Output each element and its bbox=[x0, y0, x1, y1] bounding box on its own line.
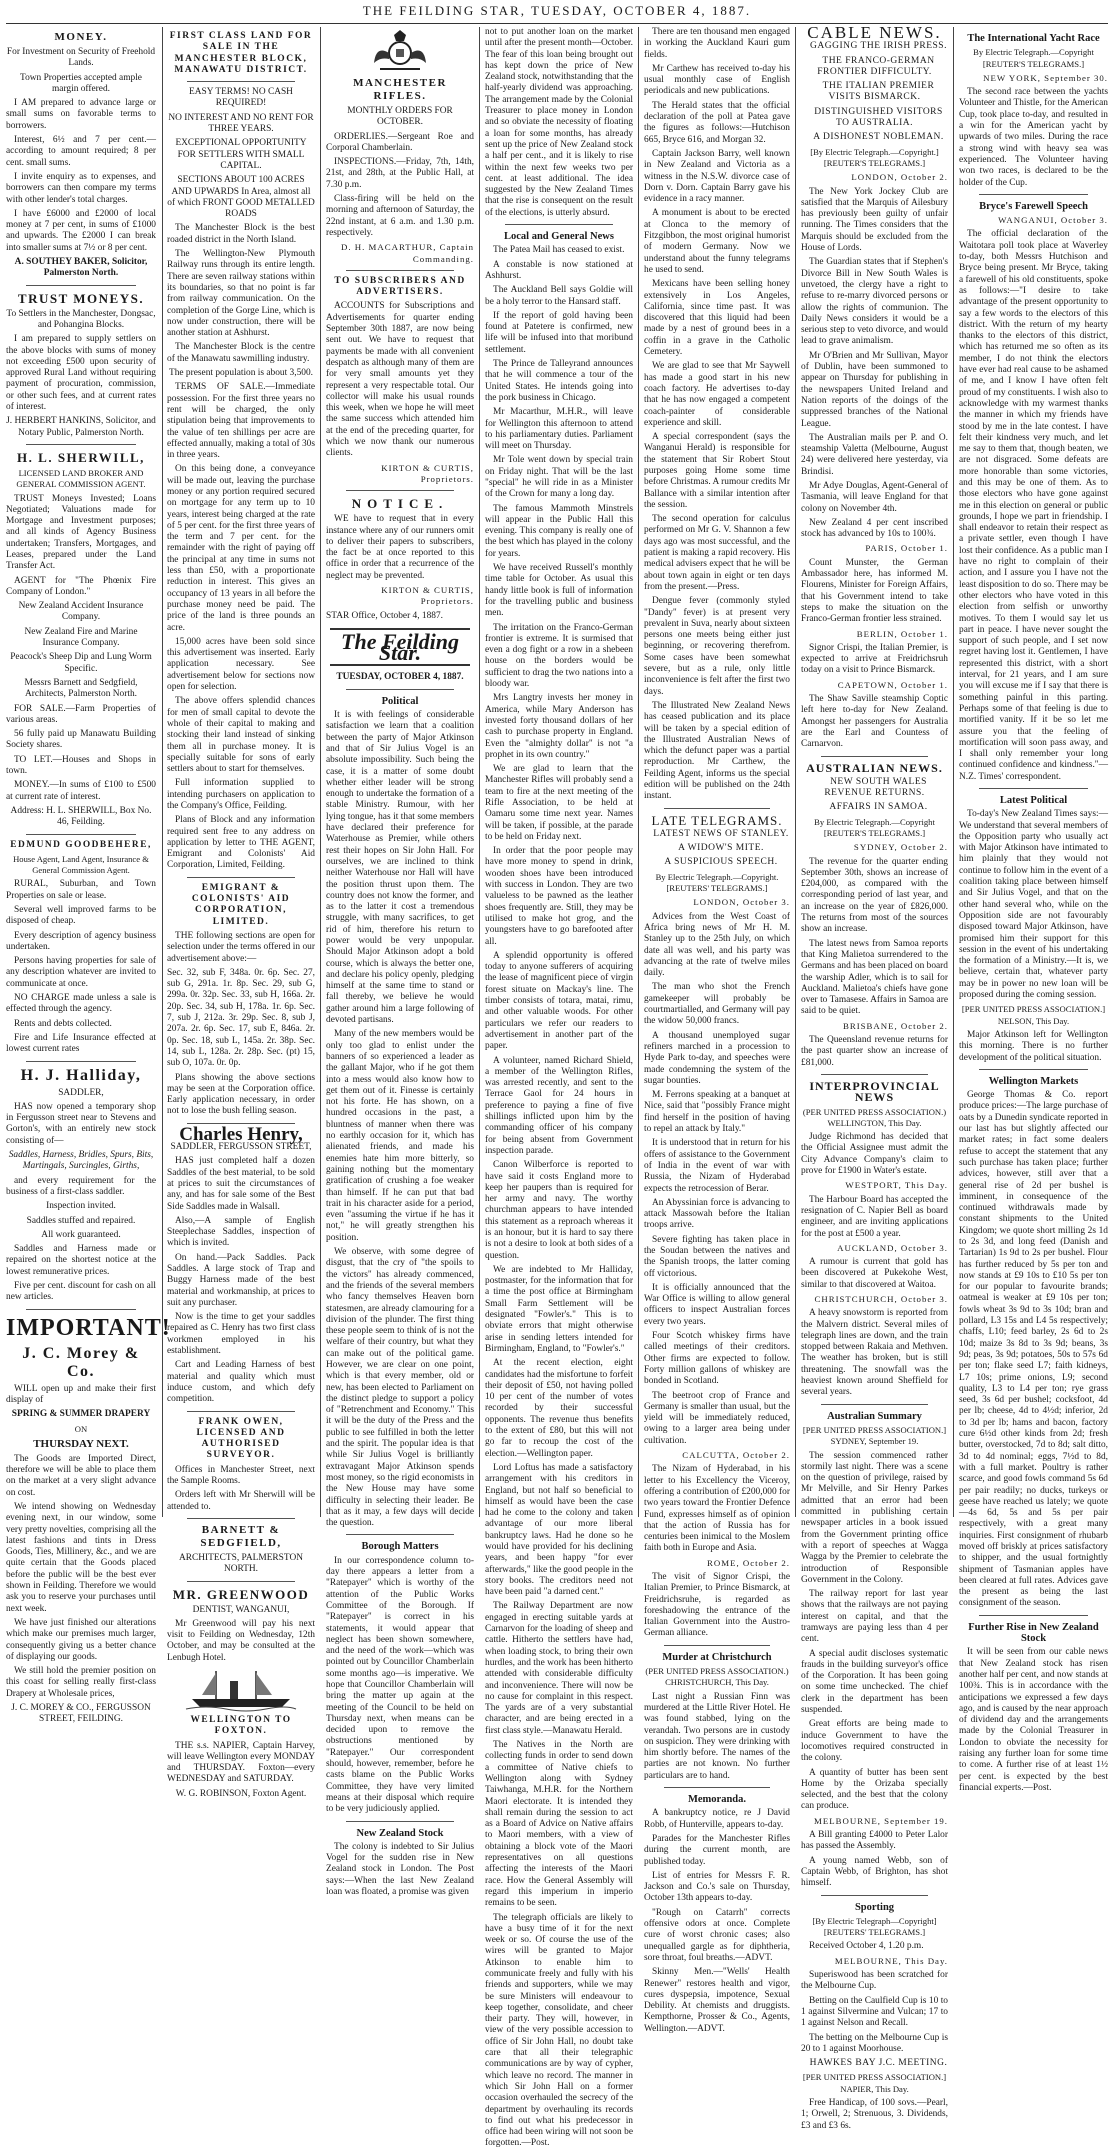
ad-heading-greenwood: MR. GREENWOOD bbox=[172, 1586, 310, 1602]
article-byline: [By Electric Telegraph—Copyright] [REUTERS' TELEGRAMS.] bbox=[812, 1915, 937, 1938]
news-item: A special correspondent (says the Wanganui Herald) is responsible for the statement that Sir Robert Stout purposes going Home some time before Christmas. A rumour credits Mr Ballance with a similar intention after the session. bbox=[644, 432, 790, 510]
news-item: A Bill granting £4000 to Peter Lalor has passed the Assembly. bbox=[801, 1830, 948, 1852]
article-text: George Thomas & Co. report produce prices:—The large purchase of oats by a Dunedin syndicate reported in our last has but slightly affected our market rates; in fact some dealers refuse to accept the statement that any such purchase has taken place; further advices, however, still aver that a general rise of 2d per bushel is imminent, in consequence of the continued withdrawals made by constant shipments to the United Kingdom; we quote short milling 2s 1d to 2s 3d, and long feed (Danish and Tartarian) 1s 9d to 2s per bushel. Flour has further reduced by 5s per ton and now stands at £9 10s to £10 5s per ton for our popular to favourite brands; oatmeal is weaker at £9 10s per ton; fowls wheat 3s 9d to 3s 10d; bran and pollard, L3 15s and L4 5s respectively; chaffs, L10; feed barley, 2s 6d to 2s 10d; maize 3s 8d to 3s 9d; beans, 3s 9d; peas, 3s 9d; potatoes, 50s to 57s 6d per ton; flake seed L7; faith kidneys, L7 10s; prime onions, L9; second quality, L3 to L4 per ton; rye grass seed, 3s 6d per bushel; cocksfoot, 4d per lb; cheese, 4d to 4½d; inferior, 2d to 3d per lb; hams and bacon, factory cure 6½d other kinds from 2d; fresh butter, overstocked, 7d to 8d; salt ditto, 3d to 4d nominal; eggs, 7½d to 8d, with a full market. Poultry is rather scarce, and good fowls command 5s 6d per pair readily; no ducks, turkeys or geese have reached us lately; we quote—4s 6d, 5s and 5s per pair respectively, with a great many inquiries. First consignment of rhubarb moved off briskly at prices satisfactory to shipper, and the usual fortnightly shipment of Tasmanian apples have been cleared at full rates. Advices gave the present as being the last consignment of the season. bbox=[959, 1090, 1108, 1609]
divider bbox=[26, 285, 136, 286]
ad-text: On this being done, a conveyance will be made out, leaving the purchase money or any portion required secured on mortgage for any term up to 10 years, interest being charged at the rate of 5 per cent. for the first three years of the term and 7 per cent. for the remainder with the right of paying off the principal at any time in sums not less than £50, with a proportionate reduction in interest. This gives an occupancy of 13 years in all before the purchase money need be paid. The price of the land is three pounds an acre. bbox=[167, 464, 315, 633]
ad-text: NO CHARGE made unless a sale is effected through the agency. bbox=[6, 993, 156, 1015]
ad-subheading: LICENSED LAND BROKER AND GENERAL COMMISSION AGENT. bbox=[16, 467, 146, 490]
divider bbox=[979, 788, 1088, 789]
ad-text: Saddles and Harness made or repaired on the shortest notice at the lowest remunerative prices. bbox=[6, 1244, 156, 1277]
divider bbox=[979, 1069, 1088, 1070]
article-text: Many of the new members would be only too glad to enlist under the banners of so experienced a leader as the gallant Major, who if he got them into a mess would also know how to get them out of it. Finesse is certainly not his forte. He has shown, on a hundred occasions in the past, a bluntness of manner when there was no earthly occasion for it, which has alienated friends, and made his enemies hate him more bitterly, so gaining nothing but the momentary gratification of crushing a foe weaker than himself. If he can put that bad trait in his character aside for a period, even "assuming the virtue if he has it not," he will greatly strengthen his position. bbox=[326, 1029, 474, 1243]
news-item: The famous Mammoth Minstrels will appear in the Public Hall this evening. This company is really one of the best which has played in the colony for years. bbox=[485, 503, 633, 559]
news-item: Judge Richmond has decided that the Official Assignee must admit the City Advance Company's claim to prove for £1900 in Water's estate. bbox=[801, 1132, 948, 1177]
ad-text: Every description of agency business undertaken. bbox=[6, 930, 156, 952]
ad-signature: A. SOUTHEY BAKER, Solicitor, Palmerston North. bbox=[14, 257, 148, 279]
article-text: The official declaration of the Waitotara poll took place at Waverley to-day, both Messrs Hutchison and Bryce being present. Mr Bryce, taking a farewell of his old constituents, spoke as follows:—"I desire to take advantage of the present opportunity to say a few words to the electors of this district. With the return of my hearty thanks to the electors of this district, which has returned me so often as its member, I do not think the electors have ever had real cause to be ashamed of me, and I know I have often felt proud of my constituents. I wish also to acknowledge with my warmest thanks the manner in which my friends have stood by me in the late contest. I have felt their kindness very much, and let me say to them that, though beaten, we are not disgraced. Some defeats are more honorable than some victories, and this may be one of them. As to those electors who have gone against me in this election on general or public grounds, I hope we part in friendship. I shall endeavor to retain their respect as a private settler, even though I have lost their confidence. As a public man I have no right to complain of their action, and I assure you I have not the least disposition to do so. There may be other electors who have voted in this election from selfish or unworthy motives. To them I would say let us part in peace. I have never sought the support of such people, and I set now regret having lost it. Gentlemen, I have represented this district, with a short interval, for 21 years, and I am sure you will excuse me if I say that there is something painful in this parting. Perhaps some of that feeling is due to mortified vanity. If it be so let me assure you that the feeling of mortification will soon pass away, and I shall only remember your long continued confidence and kindness."—N.Z. Times' correspondent. bbox=[959, 229, 1108, 782]
ad-text: Orders left with Mr Sherwill will be attended to. bbox=[167, 1490, 315, 1512]
column-rule bbox=[795, 27, 796, 1517]
article-subheading: THE ITALIAN PREMIER VISITS BISMARCK. bbox=[822, 81, 935, 103]
divider bbox=[821, 756, 928, 757]
ad-signature: KIRTON & CURTIS, Proprietors. bbox=[381, 584, 474, 607]
news-item: Dengue fever (commonly styled "Dandy" fever) is at present very prevalent in Suva, nearly about sixteen persons one meets being either just beginning, or recovering therefrom. Some cases have been somewhat severe, but as a rule, only little inconvenience is felt after the first two days. bbox=[644, 596, 790, 697]
ad-text: Inspection invited. bbox=[46, 1201, 116, 1212]
article-dateline: CHRISTCHURCH, October 3. bbox=[814, 1293, 948, 1304]
news-item: A splendid opportunity is offered today to anyone sufferers of acquiring the lease of magnificent piece of virgin forest situate on Mackay's line. The timber consists of totara, matai, rimu, and other valuable woods. For other particulars we refer our readers to advertisement in another part of the paper. bbox=[485, 950, 633, 1052]
ad-text: 15,000 acres have been sold since this advertisement was inserted. Early application necessary. See advertisement below for sections now open for selection. bbox=[167, 636, 315, 693]
ad-heading-barnett: BARNETT & SEDGFIELD, bbox=[200, 1523, 282, 1549]
ad-text: The Goods are Imported Direct, therefore we will be able to place them on the market at a very slight advance on cost. bbox=[6, 1453, 156, 1498]
ad-heading-notice: NOTICE. bbox=[351, 496, 449, 512]
news-item: The Natives in the North are collecting funds in order to send down a committee of Native chiefs to Wellington along with Sydney Taiwhanga, M.H.R. for the Northern Maori electorate. It is intended they shall remain during the session to act as a Board of Advice on Native affairs to Maori members, with a view of obtaining a block vote of the Maori representatives on all questions affecting the interests of the Maori race. How the General Assembly will regard this imperium in imperio remains to be seen. bbox=[485, 1740, 633, 1909]
news-item: The beetroot crop of France and Germany is smaller than usual, but the yield will be immediately reduced, owing to a larger area being under cultivation. bbox=[644, 1390, 790, 1446]
ad-subheading: For Investment on Security of Freehold Lands. bbox=[6, 47, 156, 69]
news-item: The Queensland revenue returns for the past quarter show an increase of £81,000. bbox=[801, 1035, 948, 1068]
divider bbox=[187, 877, 295, 878]
news-item: A special audit discloses systematic frauds in the building surveyor's office of the Corporation. It has been going on some time unchecked. The chief clerk in the department has been suspended. bbox=[801, 1648, 948, 1716]
ad-subheading: ARCHITECTS, PALMERSTON NORTH. bbox=[179, 1552, 303, 1575]
column-rule bbox=[320, 27, 321, 1517]
divider bbox=[979, 1615, 1088, 1616]
divider bbox=[821, 1895, 928, 1896]
ad-heading-morey: J. C. Morey & Co. bbox=[22, 1344, 140, 1380]
article-text: The colony is indebted to Sir Julius Vogel for the sudden rise in New Zealand stock in London. The Post says:—When the last New Zealand loan was floated, a promise was given bbox=[326, 1841, 474, 1898]
ad-text: THE s.s. NAPIER, Captain Harvey, will leave Wellington every MONDAY and THURSDAY. Foxton—every WEDNESDAY and SATURDAY. bbox=[167, 1740, 315, 1785]
ad-heading-owen: FRANK OWEN, LICENSED AND AUTHORISED SURVEYOR. bbox=[196, 1416, 286, 1461]
article-heading-latest-political: Latest Political bbox=[999, 795, 1068, 806]
divider bbox=[346, 689, 454, 690]
ad-text: Fire and Life Insurance effected at lowest current rates bbox=[6, 1032, 156, 1055]
news-item: A monument is about to be erected at Clonca to the memory of Fitzgibbon, the most original humorist of modern Germany. Now we understand about the funny telegrams he used to send. bbox=[644, 208, 790, 275]
news-item: Betting on the Caulfield Cup is 10 to 1 against Silvermine and Vulcan; 17 to 1 against Nelson and Recall. bbox=[801, 1995, 948, 2029]
article-heading-stock: New Zealand Stock bbox=[356, 1827, 444, 1839]
news-item: Mr Carthew has received to-day his usual monthly case of English periodicals and new publications. bbox=[644, 63, 790, 97]
article-dateline: CAPETOWN, October 1. bbox=[837, 679, 948, 690]
article-heading-borough: Borough Matters bbox=[361, 1541, 439, 1553]
ad-list: Sec. 32, sub F, 348a. 0r. 6p. Sec. 27, sub G, 291a. 1r. 8p. Sec. 29, sub G, 299a. 0r. 32p. Sec. 33, sub H, 166a. 2r. 20p. Sec. 34, sub H, 178a. 1r. 6p. Sec. 7, sub J, 212a. 3r. 29p. Sec. 8, sub J, 207a. 2r. 6p. Sec. 17, sub E, 846a. 2r. 0p. Sec. 18, sub L, 145a. 2r. 38p. Sec. 14, sub L, 128a. 2r. 28p. Sec. (pt) 15, sub O, 107a. 0r. 0p. bbox=[167, 967, 315, 1069]
news-item: The betting on the Melbourne Cup is 20 to 1 against Moorhouse. bbox=[801, 2032, 948, 2054]
news-item: It is understood that in return for his offers of assistance to the Government of India in the event of war with Russia, the Nizam of Hyderabad expects the retrocession of Berar. bbox=[644, 1138, 790, 1194]
news-item: The session commenced rather stormily last night. There was a scene on the question of privilege, raised by Mr Melville, and Sir Henry Parkes admitted that an error had been committed in publishing certain newspaper articles in a book issued from the Government printing office with a report of speeches at Wagga Wagga by the Premier to celebrate the introduction of Responsible Government in the Colony. bbox=[801, 1450, 948, 1585]
ad-text: Class-firing will be held on the morning and afternoon of Saturday, the 22nd instant, at 6 a.m. and 1.30 p.m. respectively. bbox=[326, 194, 474, 238]
article-dateline: WANGANUI, October 3. bbox=[998, 215, 1108, 226]
divider bbox=[187, 1411, 295, 1412]
news-item: Signor Crispi, the Italian Premier, is expected to arrive at Freidrichsruh today on a visit to Prince Bismarck. bbox=[801, 642, 948, 676]
news-item: The Auckland Bell says Goldie will be a holy terror to the Hansard staff. bbox=[485, 285, 633, 307]
news-item: A constable is now stationed at Ashhurst. bbox=[485, 259, 633, 281]
article-heading-yacht-race: The International Yacht Race bbox=[967, 33, 1100, 44]
ad-text: The present population is about 3,500. bbox=[169, 368, 313, 379]
news-item: Parades for the Manchester Rifles during the current month, are published today. bbox=[644, 1833, 790, 1867]
article-dateline: AUCKLAND, October 3. bbox=[837, 1242, 948, 1253]
royal-crest-icon bbox=[370, 29, 430, 73]
divider bbox=[664, 1645, 770, 1646]
article-dateline: SYDNEY, October 2. bbox=[853, 842, 948, 853]
ad-text: Several well improved farms to be disposed of cheap. bbox=[6, 905, 156, 927]
news-item: Received October 4, 1.20 p.m. bbox=[809, 1941, 924, 1952]
ad-heading-sherwill: H. L. SHERWILL, bbox=[17, 449, 145, 465]
news-item: In order that the poor people may have more money to spend in drink, wooden shoes have been introduced with success in London. They are two valueless to be pawned as the leather shoes frequently are. Still, they may be utilised to make hot grog, and the youngsters have to go barefooted after all. bbox=[485, 846, 633, 947]
news-item: Mexicans have been selling honey extensively in Los Angeles, California, since time past. It was discovered that this liquid had been made by a nest of ground bees in a coffin in a grave in the Catholic Cemetery. bbox=[644, 279, 790, 358]
news-item: A bankruptcy notice, re J David Robb, of Hunterville, appears to-day. bbox=[644, 1808, 790, 1830]
article-dateline: LONDON, October 2. bbox=[851, 172, 948, 183]
ad-text: All work guaranteed. bbox=[41, 1229, 121, 1240]
ad-subheading: To Settlers in the Manchester, Dongsac, and Pohangina Blocks. bbox=[6, 308, 156, 330]
ad-text: ORDERLIES.—Sergeant Roe and Corporal Chamberlain. bbox=[326, 131, 474, 153]
article-dateline: BRISBANE, October 2. bbox=[842, 1020, 948, 1031]
article-heading-cable-news: CABLE NEWS. bbox=[807, 23, 942, 42]
news-item: Severe fighting has taken place in the Soudan between the natives and the Spanish troops, the latter coming off victorious. bbox=[644, 1234, 790, 1279]
ad-text: SPRING & SUMMER DRAPERY bbox=[11, 1409, 151, 1420]
column-1 bbox=[6, 27, 171, 1725]
article-dateline: CALCUTTA, October 2. bbox=[682, 1450, 790, 1461]
news-item: The Herald states that the official declaration of the poll at Patea gave the figures as follows:—Hutchison 665, Bryce 616, and Morgan 32. bbox=[644, 100, 790, 145]
news-item: The Shaw Saville steamship Coptic left here to-day for New Zealand. Amongst her passengers for Australia are the Earl and Countess of Carnarvon. bbox=[801, 694, 948, 750]
ad-list: Saddles, Harness, Bridles, Spurs, Bits, Martingals, Surcingles, Girths, bbox=[8, 1150, 154, 1172]
ad-text: THE following sections are open for selection under the terms offered in our advertisement above:— bbox=[167, 930, 315, 964]
ad-heading-money: MONEY. bbox=[54, 31, 108, 43]
article-heading-australian-summary: Australian Summary bbox=[827, 1410, 922, 1422]
news-item: The latest news from Samoa reports that King Malietoa surrendered to the Germans and has been placed on board the warship Adler, which is to sail for Auckland. Malietoa's chiefs have gone over to Tamasese. Affairs in Samoa are said to be quiet. bbox=[801, 938, 948, 1017]
article-subheading: A DISHONEST NOBLEMAN. bbox=[813, 132, 944, 143]
news-item: A volunteer, named Richard Shield, a member of the Wellington Rifles, was arrested recently, and sent to the Terrace Gaol for 24 hours in preference to paying a fine of five shillings inflicted upon him by the commanding officer of his company for being absent from Government inspection parade. bbox=[485, 1055, 633, 1156]
ad-heading-henry: Charles Henry, bbox=[179, 1123, 303, 1145]
article-text: The second race between the yachts Volunteer and Thistle, for the American Cup, took place to-day, and resulted in a win for the American yacht by upwards of two miles. During the race a strong wind with heavy sea was experienced. The Volunteer having won two races, is declared to be the holder of the Cup. bbox=[959, 87, 1108, 188]
article-text: To-day's New Zealand Times says:—We understand that several members of the Opposition party who usually act with Major Atkinson have intimated to him plainly that they would not continue to follow him in the event of a coalition taking place between himself and Sir Julius Vogel, and that on the other hand several who, while on the Opposition side are not favourably disposed toward Major Atkinson, have promised him their support for this session in the event of his undertaking the formation of a Ministry.—It is, we believe, certain that, whatever party may be in power no new loan will be proposed during the coming session. bbox=[959, 809, 1108, 1001]
article-byline: [PER UNITED PRESS ASSOCIATION.] SYDNEY, September 19. bbox=[802, 1424, 947, 1447]
ad-heading-trust: TRUST MONEYS. bbox=[17, 290, 145, 306]
news-item: Great efforts are being made to induce Government to have the locomotives required constructed in the colony. bbox=[801, 1719, 948, 1764]
ad-heading-important: IMPORTANT! bbox=[6, 1314, 171, 1341]
ad-text: RURAL, Suburban, and Town Properties on sale or lease. bbox=[6, 879, 156, 901]
ad-heading-subscribers: TO SUBSCRIBERS AND ADVERTISERS. bbox=[334, 275, 466, 298]
column-4 bbox=[485, 27, 633, 2149]
article-byline: (PER UNITED PRESS ASSOCIATION.) CHRISTCHURCH, This Day. bbox=[645, 1666, 789, 1688]
article-byline: By Electric Telegraph.—Copyright [REUTER'S TELEGRAMS.] bbox=[973, 47, 1094, 69]
article-byline: [By Electric Telegraph.—Copyright.] [REUTER'S TELEGRAMS.] bbox=[810, 146, 939, 168]
column-6 bbox=[801, 23, 948, 2131]
ad-signature: W. G. ROBINSON, Foxton Agent. bbox=[175, 1788, 307, 1799]
article-text: In our correspondence column to-day there appears a letter from a "Ratepayer" which is worthy of the attention of the Public Works Committee of the Borough. If "Ratepayer" is correct in his statements, it would appear that neglect has been shown somewhere, and the need of the work—which was pointed out by Councillor Chamberlain some months ago—is imperative. We hope that Councillor Chamberlain will bring the matter up again at the meeting of the Council to be held on Thursday next, when means can be decided upon to remove the obstructions mentioned by "Ratepayer." Our correspondent should, however, remember, before he casts blame on the Public Works Committee, they have very limited means at their disposal which require to be very judiciously applied. bbox=[326, 1555, 474, 1815]
news-item: Mr Adye Douglas, Agent-General of Tasmania, will leave England for that colony on November 4th. bbox=[801, 480, 948, 514]
article-text: Major Atkinson left for Wellington this morning. There is no further development of the political situation. bbox=[959, 1029, 1108, 1063]
ad-subheading: SADDLER, bbox=[58, 1087, 104, 1098]
news-item: Canon Wilberforce is reported to have said it costs England more to keep her paupers than is required for her army and navy. The worthy churchman appears to have intended this statement as a reproach whereas it is an honour, but it is hard to say there is not a desire to look at both sides of a question. bbox=[485, 1160, 633, 1261]
ad-text: Now is the time to get your saddles repaired as C. Henry has two first class workmen employed in his establishment. bbox=[167, 1312, 315, 1357]
article-heading-political: Political bbox=[381, 695, 419, 707]
news-item: A young named Webb, son of Captain Webb, of Brighton, has shot himself. bbox=[801, 1855, 948, 1889]
ad-subheading: MONTHLY ORDERS FOR OCTOBER. bbox=[347, 106, 453, 128]
news-item: The Nizam of Hyderabad, in his letter to his Excellency the Viceroy, offering a contribution of £200,000 for two years toward the Frontier Defence Fund, expresses himself as of opinion that the action of Russia has for centuries been inimical to the Moslem faith both in Europe and Asia. bbox=[644, 1464, 790, 1554]
ad-text: Saddles stuffed and repaired. bbox=[26, 1215, 136, 1226]
article-heading-sporting: Sporting bbox=[854, 1901, 895, 1913]
ad-text: ACCOUNTS for Subscriptions and Advertisements for quarter ending September 30th 1887, are now being sent out. We have to request that payments be made with all convenient despatch as although many of them are for very small amounts yet they represent a very respectable total. Our collector will make his usual rounds this week, when we hope he will meet the same success which attended him at the end of the preceding quarter, for which we now thank our numerous clients. bbox=[326, 301, 474, 459]
ad-text: Offices in Manchester Street, next the Sample Rooms. bbox=[167, 1464, 315, 1487]
ad-text: Peacock's Sheep Dip and Lung Worm Specific. bbox=[10, 652, 152, 674]
ad-text: TRUST Moneys Invested; Loans Negotiated; Valuations made for Mortgage and Investment purposes; and all kinds of Agency Business undertaken; Transfers, Mortgages, and Leases, prepared under the Land Transfer Act. bbox=[6, 493, 156, 572]
ad-text: New Zealand Accident Insurance Company. bbox=[18, 601, 144, 623]
news-item: A thousand unemployed sugar refiners marched in a procession to Hyde Park to-day, and speeches were made condemning the system of the sugar bounties. bbox=[644, 1030, 790, 1086]
news-item: The Patea Mail has ceased to exist. bbox=[493, 245, 625, 256]
column-rule bbox=[953, 27, 954, 1517]
issue-date: TUESDAY, OCTOBER 4, 1887. bbox=[336, 672, 464, 683]
article-subheading: LATEST NEWS OF STANLEY. bbox=[653, 828, 789, 839]
divider bbox=[664, 1787, 770, 1788]
divider bbox=[187, 81, 295, 82]
news-item: Mr Macarthur, M.H.R., will leave for Wellington this afternoon to attend to his parliamentary duties. Parliament will meet on Thursday. bbox=[485, 407, 633, 452]
divider bbox=[26, 444, 136, 445]
news-item: The Prince de Talleyrand announces that he will commence a tour of the United States. He intends going into the pork business in Chicago. bbox=[485, 359, 633, 403]
ad-text: I AM prepared to advance large or small sums on favorable terms to borrowers. bbox=[6, 98, 156, 131]
news-item: New Zealand 4 per cent inscribed stock has advanced by 10s to 100¾. bbox=[801, 517, 948, 540]
ad-text: I invite enquiry as to expenses, and borrowers can then compare my terms with other lender's total charges. bbox=[6, 171, 156, 205]
ad-text: TERMS OF SALE.—Immediate possession. For the first three years no rent will be charged, the only stipulation being that improvements to the value of ten shillings per acre are effected annually, making a total of 30s in three years. bbox=[167, 382, 315, 461]
news-item: We are indebted to Mr Halliday, postmaster, for the information that for a time the post office at Birmingham Small Farm Settlement will be designated "Fowler's." This is to obviate errors that might otherwise arise in sending letters intended for Birmingham, England, to "Fowler's." bbox=[485, 1264, 633, 1354]
news-item: Mr Tole went down by special train on Friday night. That will be the last "special" he will ride in as a Minister of the Crown for many a long day. bbox=[485, 455, 633, 500]
divider bbox=[346, 1821, 454, 1822]
ad-text: Full information supplied to intending purchasers on application to the Company's Office, Feilding. bbox=[167, 778, 315, 811]
ad-text: Also,—A sample of English Steeplechase Saddles, inspection of which is invited. bbox=[167, 1215, 315, 1249]
article-heading-local: Local and General News bbox=[504, 231, 614, 243]
divider bbox=[26, 1309, 136, 1310]
article-dateline: PARIS, October 1. bbox=[865, 543, 948, 554]
article-heading-interprovincial: INTERPROVINCIAL NEWS bbox=[809, 1078, 940, 1105]
column-rule bbox=[162, 27, 163, 1517]
ad-text: Messrs Barnett and Sedgfield, Architects, Palmerston North. bbox=[24, 677, 138, 700]
article-dateline: NEW YORK, September 30. bbox=[983, 72, 1108, 83]
article-byline: By Electric Telegraph.—Copyright [REUTER'S TELEGRAMS.] bbox=[814, 816, 935, 838]
article-byline: (PER UNITED PRESS ASSOCIATION.) WELLINGTON, This Day. bbox=[802, 1106, 947, 1128]
ad-text: The above offers splendid chances for men of small capital to devote the whole of their capital to making and stocking their land instead of sinking them all in purchase money. It is specially suitable for sons of early settlers about to start for themselves. bbox=[167, 696, 315, 775]
masthead-rule bbox=[6, 23, 1108, 24]
column-rule bbox=[479, 27, 480, 1517]
news-item: We are glad to learn that the Manchester Rifles will probably send a team to fire at the next meeting of the Rifle Association, to be held at Oamaru some time next year. Names will be taken, if possible, at the parade to be held on Friday next. bbox=[485, 764, 633, 842]
ad-subheading: DENTIST, WANGANUI, bbox=[192, 1604, 290, 1615]
article-heading-stock-rise: Further Rise in New Zealand Stock bbox=[968, 1621, 1099, 1645]
article-dateline: BERLIN, October 1. bbox=[856, 628, 948, 639]
ad-heading-goodbehere: EDMUND GOODBEHERE, bbox=[10, 839, 152, 850]
ad-text: Town Properties accepted ample margin offered. bbox=[20, 72, 142, 94]
ad-text: and every requirement for the business of a first-class saddler. bbox=[6, 1175, 156, 1197]
news-item: We have received Russell's monthly time table for October. As usual this handy little book is full of information for the travelling public and business men. bbox=[485, 563, 633, 619]
ad-text: THURSDAY NEXT. bbox=[33, 1437, 129, 1450]
column-3 bbox=[326, 27, 474, 1898]
ad-text: EXCEPTIONAL OPPORTUNITY FOR SETTLERS WITH SMALL CAPITAL. bbox=[175, 138, 307, 171]
news-item: A heavy snowstorm is reported from the Malvern district. Several miles of telegraph lines are down, and the train stopped between Rakaia and Methven. The weather has broken, but is still threatening. The snowfall was the heaviest known around Sheffield for several years. bbox=[801, 1308, 948, 1398]
ad-text: Plans showing the above sections may be seen at the Corporation office. Early application necessary, in order not to lose the bush felling season. bbox=[167, 1072, 315, 1117]
news-item: The telegraph officials are likely to have a busy time of it for the next week or so. Of course the use of the wires will be granted to Major Atkinson to enable him to communicate freely and fully with his friends and supporters, while we may be sure Ministers will endeavour to keep together, consolidate, and cheer their party. They will, however, in view of the very possible accession to office of Sir John Hall, no doubt take care that all their telegraphic communications are by way of cypher, which leave no record. The manner in which Sir John Hall on a former occasion overhauled the secrecy of the department by overhauling its records to find out what his predecessor in office had been wiring will not soon be forgotten.—Post. bbox=[485, 1912, 633, 2149]
news-item: The Illustrated New Zealand News has ceased publication and its place will be taken by a special edition of the Illustrated Australian News of which the defunct paper was a partial reproduction. Mr Carthew, the Feilding Agent, informs us the special edition will be published on the 24th instant. bbox=[644, 700, 790, 802]
news-item: The second operation for calculus performed on Mr G. V. Shannon a few days ago was most successful, and the patient is making a rapid recovery. His medical advisers expect that he will be about town again in eight or ten days from the present.—Press. bbox=[644, 514, 790, 592]
article-text: It will be seen from our cable news that New Zealand stock has risen another half per cent, and now stands at 100¾. This is in accordance with the anticipations we expressed a few days ago, and is caused by the near approach of dividend day and the arrangements made by the Colonial Treasurer in London to obviate the necessity for raising any further loan for some time to come. A further rise of at least 1½ per cent. is expected by the best financial experts.—Post. bbox=[959, 1647, 1108, 1793]
ad-text: AGENT for "The Phœnix Fire Company of London." bbox=[6, 575, 156, 597]
ad-signature: J. HERBERT HANKINS, Solicitor, and Notary Public, Palmerston North. bbox=[6, 416, 156, 438]
news-item: The Guardian states that if Stephen's Divorce Bill in New South Wales is unvetoed, the clergy have a right to refuse to re-marry divorced persons or allow the rights of communion. The Daily News considers it would be a serious step to veto divorce, and would lead to grave animalism. bbox=[801, 257, 948, 347]
ad-text: New Zealand Fire and Marine Insurance Company. bbox=[24, 626, 138, 649]
divider bbox=[346, 490, 454, 491]
article-subheading: AFFAIRS IN SAMOA. bbox=[829, 802, 928, 813]
news-item: Captain Jackson Barry, well known in New Zealand and Victoria as a witness in the N.S.W. divorce case of Dorn v. Dorn. Captain Barry gave his evidence in a racy manner. bbox=[644, 148, 790, 205]
ad-text: TO LET.—Houses and Shops in town. bbox=[6, 754, 156, 777]
article-dateline: ROME, October 2. bbox=[707, 1557, 790, 1568]
ad-text: The Manchester Block is the centre of the Manawatu sawmilling industry. bbox=[167, 342, 315, 364]
article-subheading: DISTINGUISHED VISITORS TO AUSTRALIA. bbox=[814, 106, 943, 129]
news-item: Mr O'Brien and Mr Sullivan, Mayor of Dublin, have been summoned to appear on Thursday for publishing in the newspapers United Ireland and Nation reports of the doings of the suppressed branches of the National League. bbox=[801, 350, 948, 429]
news-item: The Australian mails per P. and O. steamship Valetta (Melbourne, August 24) were delivered here yesterday, via Brindisi. bbox=[801, 432, 948, 477]
news-item: The railway report for last year shows that the railways are not paying interest on capital, and that the tramways are paying less than 4 per cent. bbox=[801, 1589, 948, 1645]
news-item: There are ten thousand men engaged in working the Auckland Kauri gum fields. bbox=[644, 27, 790, 60]
ad-text: MONEY.—In sums of £100 to £500 at current rate of interest. bbox=[6, 780, 156, 802]
ad-text: WE have to request that in every instance where any of our runners omit to deliver their papers to subscribers, the fact be at once reported to this office in order that a recurrence of the neglect may be prevented. bbox=[326, 514, 474, 581]
divider bbox=[821, 1074, 928, 1075]
ad-heading-land: FIRST CLASS LAND FOR SALE IN THE MANCHESTER BLOCK, MANAWATU DISTRICT. bbox=[169, 31, 313, 75]
ad-heading-emigrant: EMIGRANT & COLONISTS' AID CORPORATION, LIMITED. bbox=[191, 882, 291, 927]
news-item: The Railway Department are now engaged in erecting suitable yards at Carnarvon for the loading of sheep and cattle. Hitherto the settlers have had, when loading stock, to bring their own hurdles, and the work has been hitherto attended with considerable difficulty and inconvenience. There will now be no cause for complaint in this respect. The yards are of a very substantial character, and are being erected in a first class style.—Manawatu Herald. bbox=[485, 1601, 633, 1736]
divider bbox=[821, 1404, 928, 1405]
ad-text: The Wellington-New Plymouth Railway runs through its entire length. There are seven railway stations within its boundaries, so that no point is far from railway communication. On the completion of the Gorge Line, which is now under construction, there will be another station at Ashhurst. bbox=[167, 249, 315, 339]
news-item: The revenue for the quarter ending September 30th, shows an increase of £204,000, as compared with the corresponding period of last year, and an increase on the year of £826,000. The returns from most of the sources show an increase. bbox=[801, 856, 948, 935]
article-heading-australian-news: AUSTRALIAN NEWS. bbox=[806, 760, 943, 775]
news-item: An Abyssinian force is advancing to attack Massowah before the Italian troops arrive. bbox=[644, 1197, 790, 1231]
ad-text: Cart and Leading Harness of best material and quality which must induce custom, and which defy competition. bbox=[167, 1360, 315, 1405]
ad-text: The Manchester Block is the best roaded district in the North Island. bbox=[167, 223, 315, 245]
ad-text: Plans of Block and any information required sent free to any address on application by letter to THE AGENT, Emigrant and Colonists' Aid Corporation, Limited, Feilding. bbox=[167, 815, 315, 871]
ad-text: INSPECTIONS.—Friday, 7th, 14th, 21st, and 28th, at the Public Hall, at 7.30 p.m. bbox=[326, 157, 474, 190]
masthead-title: THE FEILDING STAR, TUESDAY, OCTOBER 4, 1887. bbox=[362, 3, 752, 18]
article-subheading: A WIDOW'S MITE. bbox=[678, 843, 764, 854]
ad-signature: J. C. MOREY & CO., FERGUSSON STREET, FEILDING. bbox=[11, 1703, 151, 1725]
article-dateline: MELBOURNE, This Day. bbox=[834, 1955, 948, 1966]
news-item: Advices from the West Coast of Africa bring news of Mr H. M. Stanley up to the 25th July, on which date all was well, and his party was advancing at the rate of twelve miles daily. bbox=[644, 911, 790, 979]
ad-subheading: House Agent, Land Agent, Insurance & General Commission Agent. bbox=[13, 853, 149, 876]
news-item: The Harbour Board has accepted the resignation of C. Napier Bell as board engineer, and are inviting applications for the post at £500 a year. bbox=[801, 1194, 948, 1239]
news-item: A quantity of butter has been sent Home by the Orizaba specially selected, and the best that the colony can produce. bbox=[801, 1767, 948, 1812]
news-item: If the report of gold having been found at Patetere is confirmed, new life will be infused into that moribund settlement. bbox=[485, 310, 633, 355]
column-2 bbox=[167, 27, 315, 1799]
ad-text: EASY TERMS! NO CASH REQUIRED! bbox=[189, 87, 293, 109]
news-item: List of entries for Messrs F. R. Jackson and Co.'s sale on Thursday, October 13th appears to-day. bbox=[644, 1870, 790, 1904]
divider bbox=[26, 1061, 136, 1062]
news-item: "Rough on Catarrh" corrects offensive odors at once. Complete cure of worst chronic cases; also unequalled gargle as for diphtheria, sore throat, foul breaths.—ADVT. bbox=[644, 1907, 790, 1963]
news-item: The irritation on the Franco-German frontier is extreme. It is surmised that even a dog fight or a row in a shebeen house on the borders would be sufficient to drag the two nations into a bloody war. bbox=[485, 622, 633, 690]
column-7 bbox=[959, 27, 1108, 1793]
ad-text: Interest, 6½ and 7 per cent.—according to amount required; 8 per cent. small sums. bbox=[6, 135, 156, 168]
ad-subheading: SADDLER, FERGUSSON STREET, bbox=[170, 1142, 312, 1153]
ad-text: I am prepared to supply settlers on the above blocks with sums of money not exceeding £500 upon security of approved Rural Land without requiring payment of procuration, commission, or other such fees, and at current rates of interest. bbox=[6, 334, 156, 413]
news-item: The man who shot the French gamekeeper will probably be courtmartialled, and Germany will pay the widow 50,000 francs. bbox=[644, 982, 790, 1027]
ad-text: Persons having properties for sale of any description whatever are invited to communicate at once. bbox=[6, 956, 156, 989]
ad-text: I have £6000 and £2000 of local money at 7 per cent, in sums of £1000 and upwards. The £2000 I can break into smaller sums at 7½ or 8 per cent. bbox=[6, 208, 156, 253]
ad-heading-halliday: H. J. Halliday, bbox=[20, 1066, 142, 1084]
newspaper-flag: The Feilding Star. bbox=[341, 628, 459, 666]
column-5 bbox=[644, 27, 790, 2034]
news-item: Free Handicap, of 100 sovs.—Pearl, 1; Orwell, 2; Strenuous, 3. Dividends, £3 and £3 6s. bbox=[801, 2097, 948, 2131]
article-heading-markets: Wellington Markets bbox=[988, 1075, 1079, 1087]
ad-text: We have just finished our alterations which make our premises much larger, consequently giving us a better chance of displaying our goods. bbox=[6, 1617, 156, 1662]
divider bbox=[26, 834, 136, 835]
ad-text: Mr Greenwood will pay his next visit to Feilding on Wednesday, 12th October, and may be consulted at the Lenbugh Hotel. bbox=[167, 1618, 315, 1663]
article-dateline: WESTPORT, This Day. bbox=[845, 1180, 948, 1191]
divider bbox=[664, 808, 770, 809]
news-item: The New York Jockey Club are satisfied that the Marquis of Ailesbury has previously been guilty of unfair running. The Times considers that the Marquis should be excluded from the House of Lords. bbox=[801, 186, 948, 254]
article-subheading: THE FRANCO-GERMAN FRONTIER DIFFICULTY. bbox=[817, 55, 935, 77]
ad-signature: KIRTON & CURTIS, Proprietors. bbox=[381, 462, 474, 484]
ad-text: ON bbox=[74, 1423, 88, 1434]
article-subheading: A SUSPICIOUS SPEECH. bbox=[664, 857, 778, 868]
news-item: Mrs Langtry invests her money in America, while Mary Anderson has invested forty thousand dollars of her cash to purchase property in England. Even the "almighty dollar" is not "a prophet in its own country." bbox=[485, 693, 633, 760]
news-item: A rumour is current that gold has been discovered at Pukekohe West, similar to that discovered at Waitoa. bbox=[801, 1257, 948, 1290]
news-item: Count Munster, the German Ambassador here, has informed M. Flourens, Minister for Foreign Affairs, that his Government intend to take steps to make the situation on the Franco-German frontier less strained. bbox=[801, 557, 948, 625]
ad-signature: D. H. MACARTHUR, Captain Commanding. bbox=[341, 242, 474, 264]
news-item: Lord Loftus has made a satisfactory arrangement with his creditors in England, but not half so beneficial to himself as would have been the case had he come to the colony and taken advantage of our more liberal bankruptcy laws. Had he done so he would have provided for his declining years, and been happy "for ever afterwards," like the good people in the story books. The creditors need not have been paid "a darned cent." bbox=[485, 1462, 633, 1598]
article-heading-bryce: Bryce's Farewell Speech bbox=[979, 200, 1088, 212]
ad-text: HAS just completed half a dozen Saddles of the best material, to be sold at prices to suit the circumstances of any, and has for sale some of the Best Side Saddles made in Walsall. bbox=[167, 1156, 315, 1212]
article-subheading: GAGGING THE IRISH PRESS. bbox=[810, 41, 947, 52]
divider bbox=[979, 194, 1088, 195]
news-item: The visit of Signor Crispi, the Italian Premier, to Prince Bismarck, at Freidrichsruhe, is regarded as foreshadowing the entrance of the Italian Government into the Austro-German alliance. bbox=[644, 1572, 790, 1639]
article-subheading: HAWKES BAY J.C. MEETING. bbox=[809, 2058, 948, 2069]
ad-text: We intend showing on Wednesday evening next, in our window, some very pretty novelties, comprising all the latest fashions and tints in Dress Goods, Ties, Millinery, &c., and we are quite certain that the Goods placed before the public will be the best ever shown in Feilding. Therefore we would ask you to reserve your purchases until next week. bbox=[6, 1501, 156, 1614]
article-dateline: MELBOURNE, September 19. bbox=[814, 1815, 948, 1826]
news-item: Skinny Men.—"Wells' Health Renewer" restores health and vigor, cures dyspepsia, impotence, Sexual Debility. At chemists and druggists. Kempthorne, Prosser & Co., Agents, Wellington.—ADVT. bbox=[644, 1967, 790, 2034]
divider bbox=[505, 224, 613, 225]
article-byline: [PER UNITED PRESS ASSOCIATION.] NELSON, This Day. bbox=[961, 1004, 1106, 1026]
ad-text: We still hold the premier position on this coast for selling really first-class Drapery at Wholesale prices, bbox=[6, 1666, 156, 1699]
ad-text: Rents and debts collected. bbox=[14, 1018, 112, 1029]
ad-date: STAR Office, October 4, 1887. bbox=[326, 610, 444, 621]
news-item: We are glad to see that Mr Saywell has made a good start in his new coach factory. He advertises to-day that he has now engaged a competent coach-painter of considerable experience and skill. bbox=[644, 361, 790, 428]
article-heading-late-telegrams: LATE TELEGRAMS. bbox=[651, 812, 783, 828]
article-byline: By Electric Telegraph.—Copyright. [REUTERS' TELEGRAMS.] bbox=[655, 871, 779, 894]
column-rule bbox=[638, 27, 639, 1517]
ad-text: NO INTEREST AND NO RENT FOR THREE YEARS. bbox=[168, 112, 314, 135]
ad-text: SECTIONS ABOUT 100 ACRES AND UPWARDS In Area, almost all of which FRONT GOOD METALLED ROADS bbox=[167, 175, 315, 220]
article-text: We observe, with some degree of disgust, that the cry of "the spoils to the victors" has already commenced, and the friends of the several members who fancy themselves Heaven born statesmen, are already clamouring for a division of the plunder. The first thing these people seem to think of is not the welfare of their country, but what they can make out of the political game. However, we are clear on one point, which is that every member, old or new, has been elected to Parliament on the distinct pledge to support a policy of "Retrenchment and Economy." This it will be the duty of the Press and the public to see fulfilled in both the letter and the spirit. The popular idea is that while Sir Julius Vogel is brilliantly extravagant Major Atkinson spends most money, so the rigid economists in the New House may have some difficulty in selecting their leader. Be that as it may, a few days will decide the question. bbox=[326, 1247, 474, 1529]
divider bbox=[346, 1534, 454, 1535]
ad-heading-foxton: WELLINGTON TO FOXTON. bbox=[190, 1715, 292, 1737]
news-item: At the recent election, eight candidates had the misfortune to forfeit their deposit of £50, not having polled 10 per cent of the number of votes recorded by their successful opponents. The revenue thus benefits to the extent of £80, but this will not go far to recoup the cost of the election.—Wellington paper. bbox=[485, 1358, 633, 1459]
news-item: Four Scotch whiskey firms have called meetings of their creditors. Other firms are expected to follow. Forty million gallons of whiskey are bonded in Scotland. bbox=[644, 1331, 790, 1387]
article-byline: [PER UNITED PRESS ASSOCIATION.] NAPIER, This Day. bbox=[802, 2072, 947, 2094]
article-dateline: LONDON, October 3. bbox=[693, 897, 790, 908]
article-subheading: NEW SOUTH WALES REVENUE RETURNS. bbox=[824, 776, 927, 799]
ad-text: FOR SALE.—Farm Properties of various areas. bbox=[6, 703, 156, 725]
article-text: It is with feelings of considerable satisfaction we learn that a coalition between the party of Major Atkinson and that of Sir Julius Vogel is an absolute impossibility. Such being the case, it is a matter of some doubt whether either leader will be strong enough to undertake the formation of a stable Ministry. Rumour, with her lying tongue, has it that some members have declared their preference for Waterhouse as Premier, while others rest their hopes on Sir John Hall. For ourselves, we are inclined to think neither Waterhouse nor Hall will have the position thrust upon them. The country does not know the former, and as to the latter it cost a tremendous struggle, with many sacrifices, to get rid of him, therefore his return to power would be very unpopular. Should Major Atkinson adopt a bold course, which is always the better one, and declare his policy openly, pledging himself at the same time to stand or fall thereby, we believe he would gather around him a large following of devoted partisans. bbox=[326, 710, 474, 1026]
article-text: not to put another loan on the market until after the present month—October. The fear of this loan being brought out has kept down the price of New Zealand stock, notwithstanding that the half-yearly dividend was approaching. The arrangement made by the Colonial Treasurer to place money in London and so obviate the necessity of floating a loan for some months, has already sent up the price of New Zealand stock a half per cent., and it is likely to rise within the next few weeks two per cent. at least additional. The idea suggested by the New Zealand Times that the rise is consequent on the result of the elections, is utterly absurd. bbox=[485, 27, 633, 218]
ad-heading-rifles: MANCHESTER RIFLES. bbox=[353, 77, 447, 102]
ad-text: WILL open up and make their first display of bbox=[6, 1383, 156, 1405]
divider bbox=[187, 1581, 295, 1582]
ad-text: 56 fully paid up Manawatu Building Society shares. bbox=[6, 729, 156, 751]
ad-text: Five per cent. discount for cash on all new articles. bbox=[6, 1281, 156, 1303]
ad-text: On hand.—Pack Saddles. Pack Saddles. A large stock of Trap and Buggy Harness made of the best material and workmanship, at prices to suit any purchaser. bbox=[167, 1252, 315, 1308]
divider bbox=[187, 1518, 295, 1519]
news-item: Superiswood has been scratched for the Melbourne Cup. bbox=[801, 1970, 948, 1992]
article-heading-memoranda: Memoranda. bbox=[687, 1794, 747, 1806]
ad-text: HAS now opened a temporary shop in Fergusson street near to Stevens and Gorton's, with an entirely new stock consisting of— bbox=[6, 1101, 156, 1146]
news-item: M. Ferrons speaking at a banquet at Nice, said that "possibly France might find herself in the position of having to repel an attack by Italy." bbox=[644, 1090, 790, 1135]
steamship-icon bbox=[186, 1667, 296, 1711]
news-item: It is officially announced that the War Office is willing to allow general officers to inspect Australian forces every two years. bbox=[644, 1282, 790, 1327]
news-item: Last night a Russian Finn was murdered at the Little River Hotel. He was found stabbed, lying on the verandah. Two persons are in custody on suspicion. They were drinking with him shortly before. The names of the parties are not known. No further particulars are to hand. bbox=[644, 1691, 790, 1781]
divider bbox=[346, 270, 454, 271]
ad-signature: Address: H. L. SHERWILL, Box No. 46, Feilding. bbox=[10, 805, 152, 828]
article-heading-murder: Murder at Christchurch bbox=[662, 1651, 772, 1663]
